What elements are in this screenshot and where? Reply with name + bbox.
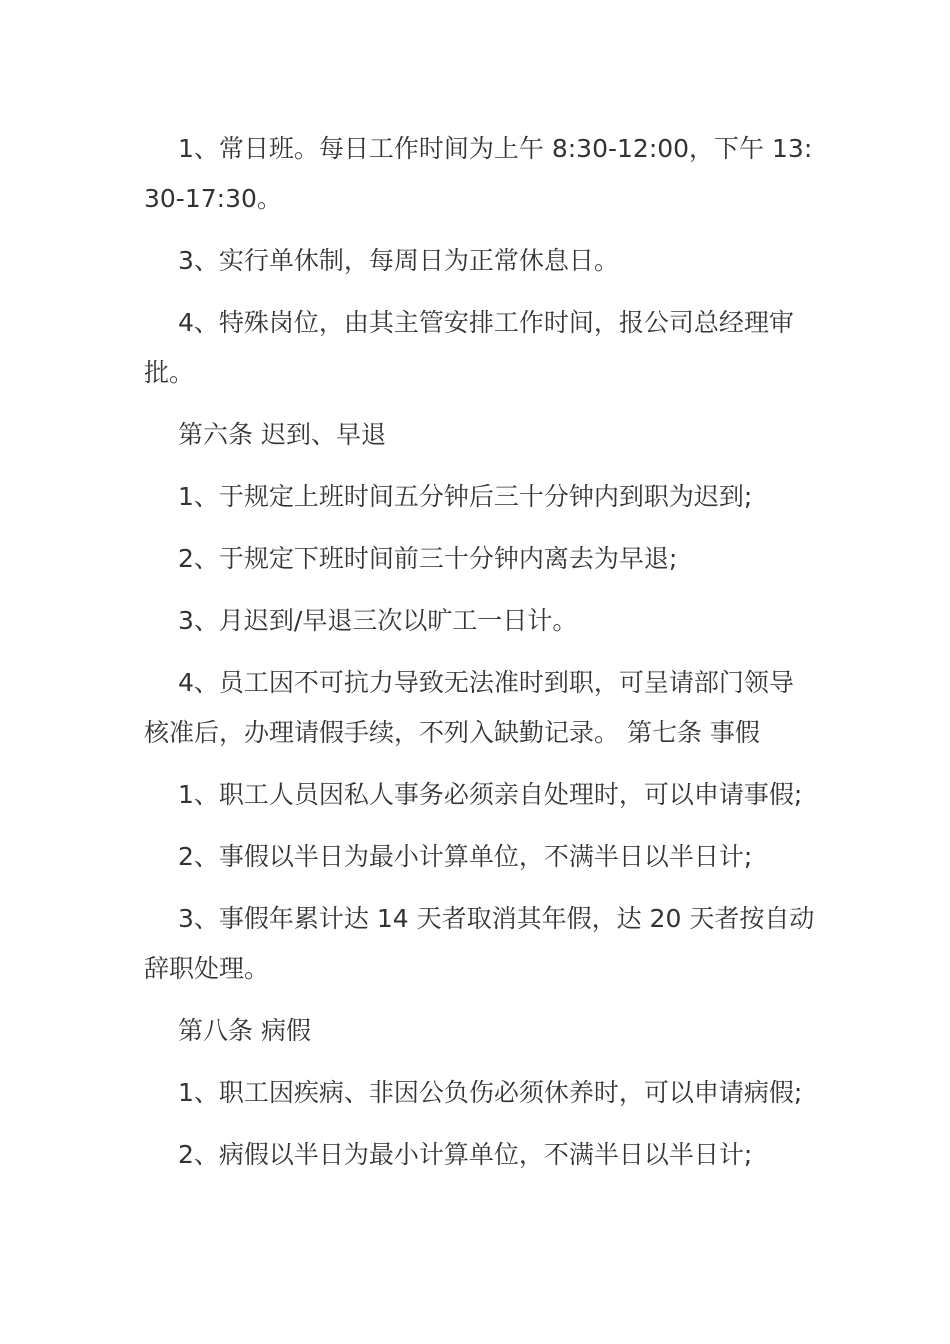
paragraph-force-majeure: 4、员工因不可抗力导致无法准时到职，可呈请部门领导核准后，办理请假手续，不列入缺勤记录。 第七条 事假 — [144, 668, 794, 747]
article-8-heading: 第八条 病假 — [178, 1016, 311, 1045]
paragraph-special-posts: 4、特殊岗位，由其主管安排工作时间，报公司总经理审批。 — [144, 308, 794, 387]
paragraph-personal-leave-limit: 3、事假年累计达 14 天者取消其年假，达 20 天者按自动辞职处理。 — [144, 904, 815, 983]
paragraph-late-penalty: 3、月迟到/早退三次以旷工一日计。 — [178, 606, 578, 635]
paragraph-work-hours: 1、常日班。每日工作时间为上午 8:30-12:00，下午 13:30-17:30。 — [144, 134, 813, 213]
document-body — [144, 124, 816, 1192]
paragraph-sick-leave-apply: 1、职工因疾病、非因公负伤必须休养时，可以申请病假; — [178, 1078, 803, 1107]
paragraph-personal-leave-unit: 2、事假以半日为最小计算单位，不满半日以半日计; — [178, 842, 753, 871]
article-6-heading: 第六条 迟到、早退 — [178, 420, 386, 449]
paragraph-early-leave-definition: 2、于规定下班时间前三十分钟内离去为早退; — [178, 544, 678, 573]
paragraph-rest-day: 3、实行单休制，每周日为正常休息日。 — [178, 246, 619, 275]
paragraph-personal-leave-apply: 1、职工人员因私人事务必须亲自处理时，可以申请事假; — [178, 780, 803, 809]
paragraph-late-definition: 1、于规定上班时间五分钟后三十分钟内到职为迟到; — [178, 482, 753, 511]
paragraph-sick-leave-unit: 2、病假以半日为最小计算单位，不满半日以半日计; — [178, 1140, 753, 1169]
